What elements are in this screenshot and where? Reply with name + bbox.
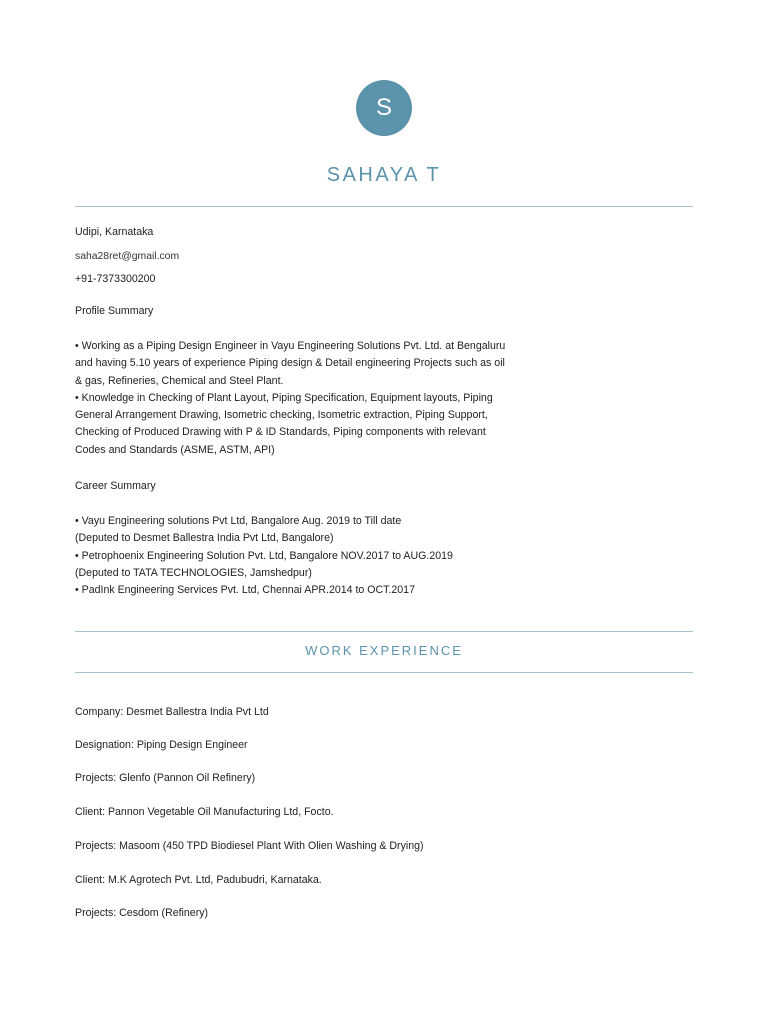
profile-summary-line: and having 5.10 years of experience Piping design & Detail engineering Projects such as oil: [75, 357, 505, 370]
header-divider: [75, 206, 693, 207]
career-summary-line: (Deputed to TATA TECHNOLOGIES, Jamshedpur): [75, 566, 312, 579]
work-experience-bottom-divider: [75, 672, 693, 673]
career-summary-line: • Vayu Engineering solutions Pvt Ltd, Bangalore Aug. 2019 to Till date: [75, 515, 402, 527]
profile-summary-body: [75, 338, 505, 459]
profile-summary-line: Codes and Standards (ASME, ASTM, API): [75, 443, 275, 456]
contact-phone: +91-7373300200: [75, 273, 156, 285]
career-summary-line: (Deputed to Desmet Ballestra India Pvt Ltd, Bangalore): [75, 532, 334, 545]
profile-summary-line: General Arrangement Drawing, Isometric checking, Isometric extraction, Piping Support,: [75, 409, 488, 422]
contact-location: Udipi, Karnataka: [75, 226, 154, 238]
work-project: Projects: Glenfo (Pannon Oil Refinery): [75, 772, 256, 784]
work-experience-title: WORK EXPERIENCE: [305, 643, 463, 658]
profile-summary-heading: Profile Summary: [75, 305, 154, 317]
career-summary-line: • PadInk Engineering Services Pvt. Ltd, Chennai APR.2014 to OCT.2017: [75, 584, 415, 597]
profile-summary-line: • Knowledge in Checking of Plant Layout, Piping Specification, Equipment layouts, Piping: [75, 391, 493, 404]
career-summary-line: • Petrophoenix Engineering Solution Pvt. Ltd, Bangalore NOV.2017 to AUG.2019: [75, 549, 453, 562]
profile-summary-line: Checking of Produced Drawing with P & ID Standards, Piping components with relevant: [75, 426, 486, 439]
career-summary-body: [75, 513, 453, 599]
contact-email[interactable]: saha28ret@gmail.com: [75, 251, 180, 262]
profile-summary-line: • Working as a Piping Design Engineer in Vayu Engineering Solutions Pvt. Ltd. at Bengaluru: [75, 340, 506, 352]
work-project: Projects: Masoom (450 TPD Biodiesel Plant With Olien Washing & Drying): [75, 840, 424, 852]
work-company: Company: Desmet Ballestra India Pvt Ltd: [75, 706, 269, 718]
career-summary-heading: Career Summary: [75, 480, 156, 492]
work-client: Client: Pannon Vegetable Oil Manufacturing Ltd, Focto.: [75, 806, 334, 818]
work-experience-top-divider: [75, 631, 693, 632]
work-client: Client: M.K Agrotech Pvt. Ltd, Padubudri, Karnataka.: [75, 874, 322, 886]
candidate-name: SAHAYA T: [326, 164, 442, 186]
avatar: S: [356, 80, 412, 136]
work-project: Projects: Cesdom (Refinery): [75, 907, 209, 919]
work-designation: Designation: Piping Design Engineer: [75, 739, 248, 751]
profile-summary-line: & gas, Refineries, Chemical and Steel Plant.: [75, 374, 284, 387]
